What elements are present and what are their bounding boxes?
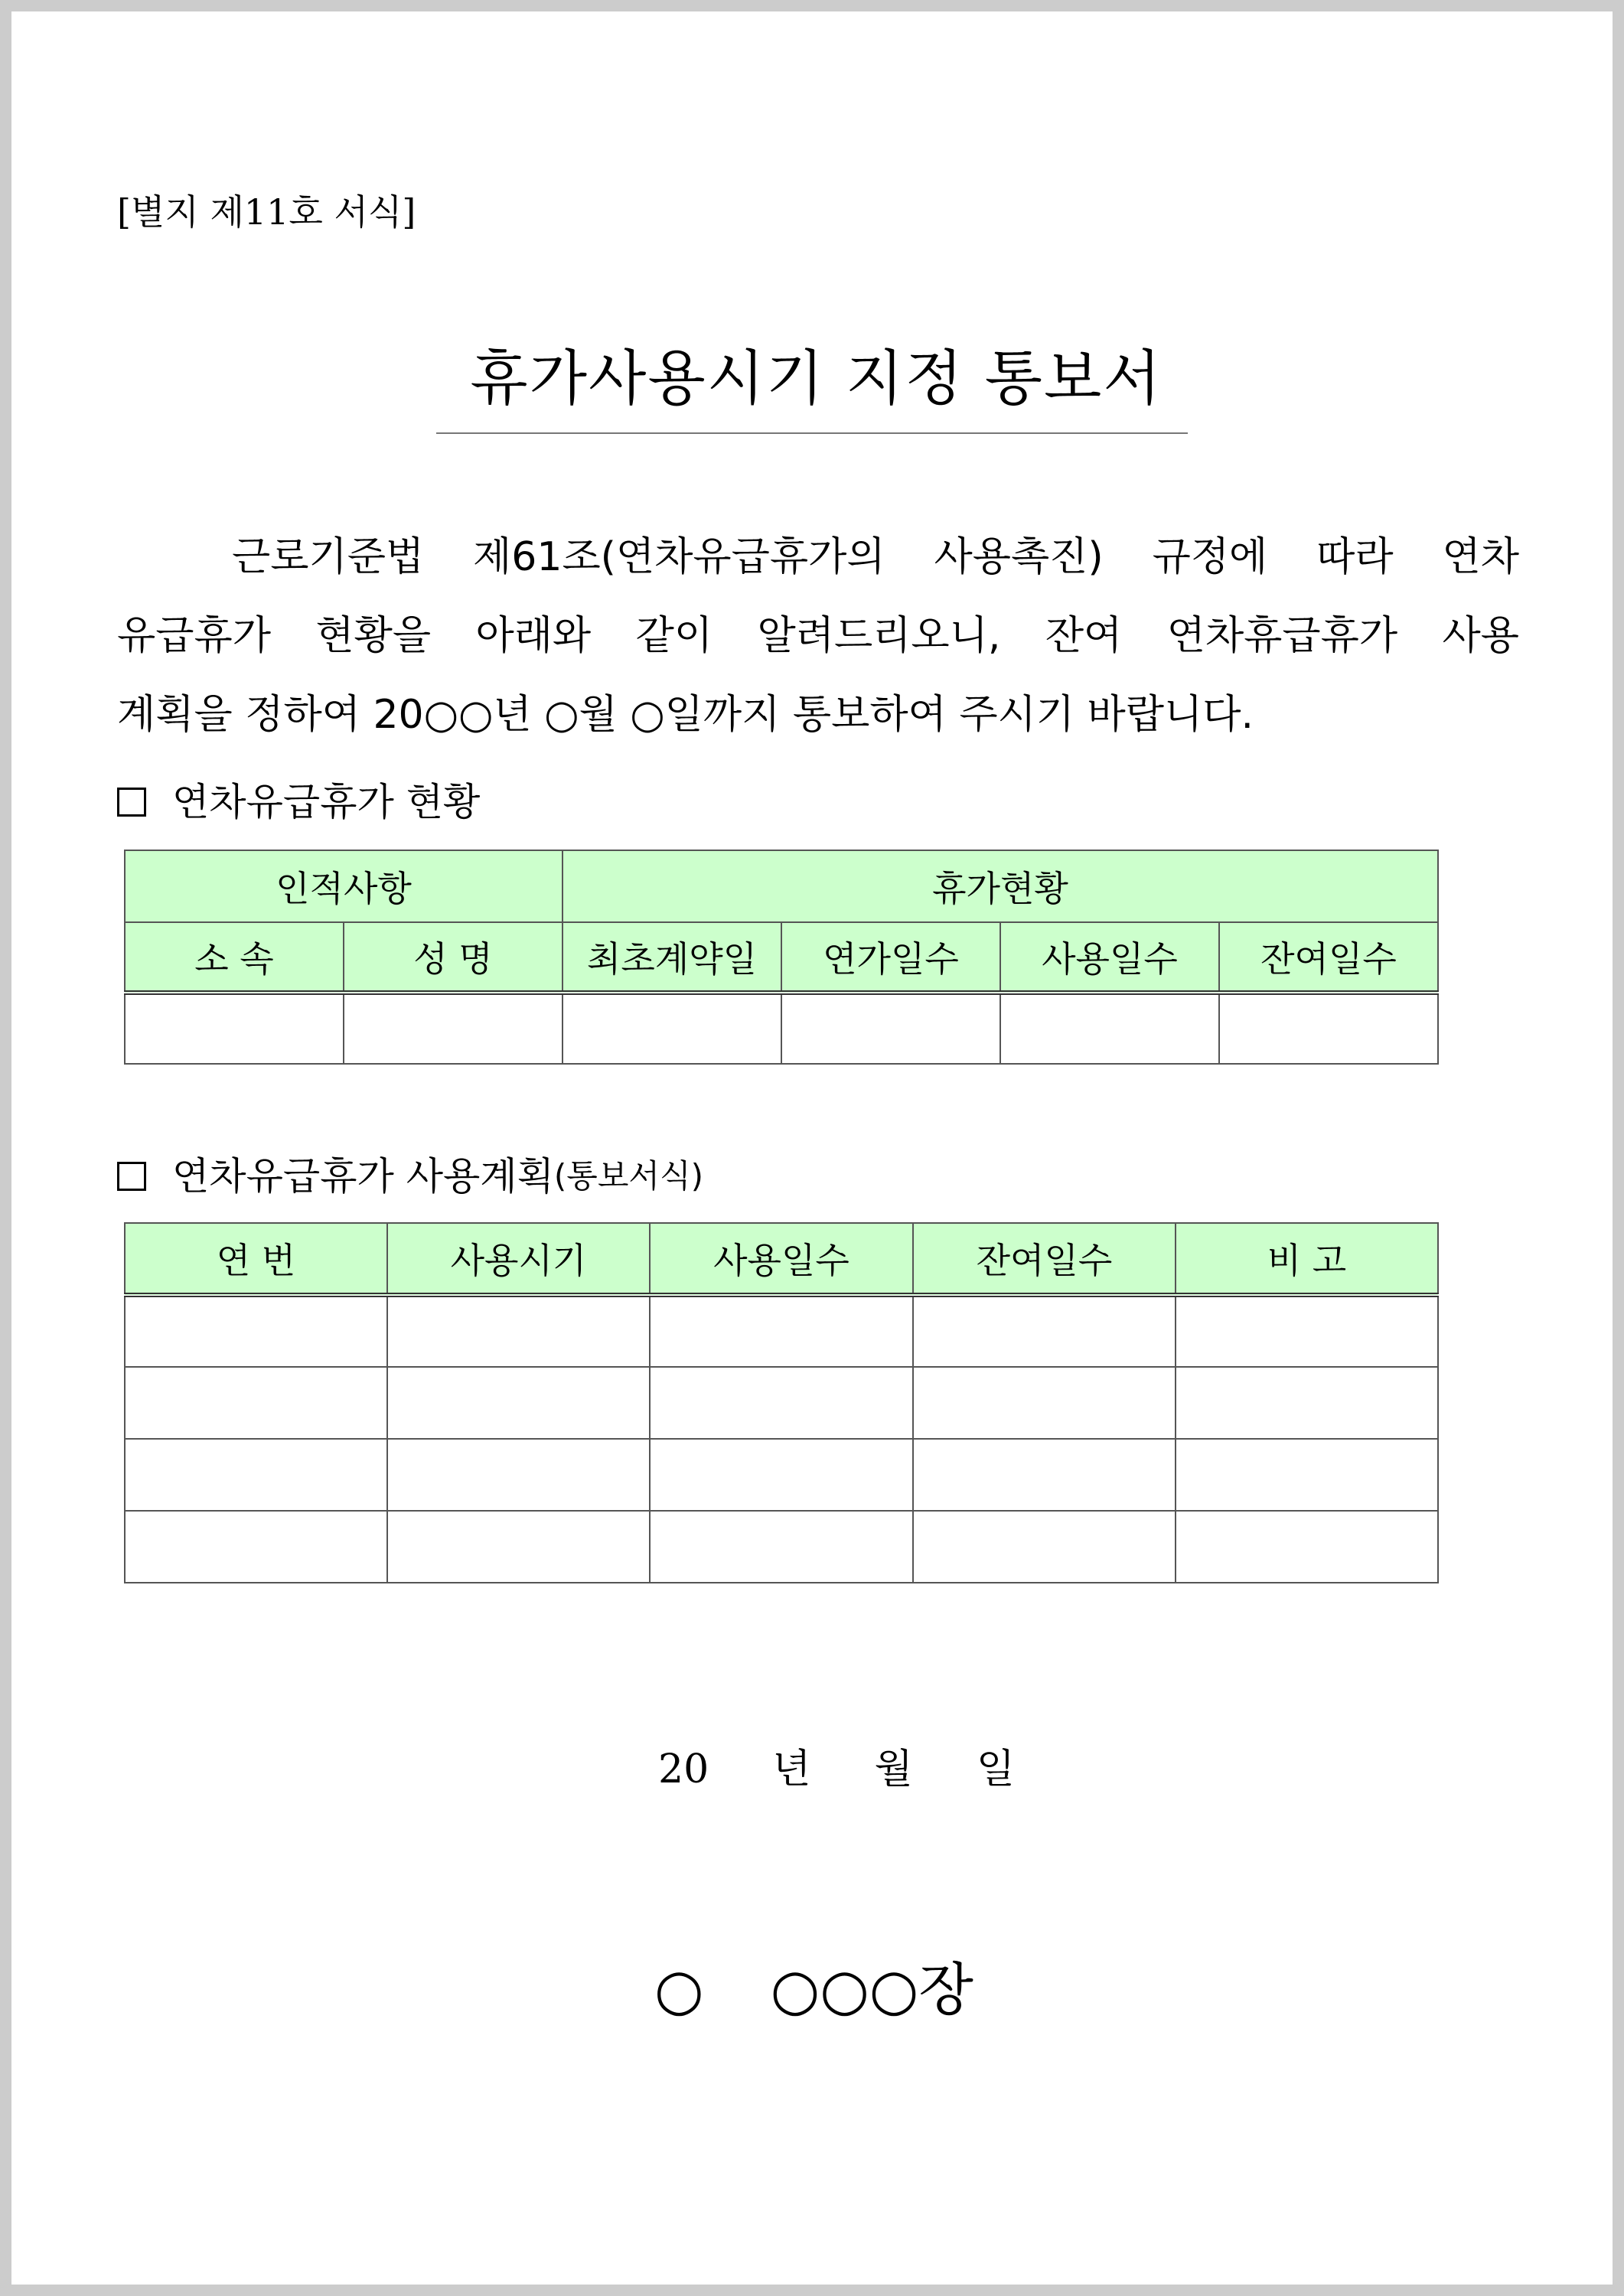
section-heading-usage-plan bbox=[117, 1150, 703, 1203]
leave-status-table bbox=[124, 850, 1439, 1065]
date-day-label: 일 bbox=[976, 1746, 1016, 1792]
body-line-1: 근로기준법 제61조(연차유급휴가의 사용촉진) 규정에 따라 연차 bbox=[232, 534, 1519, 580]
column-header-remarks: 비 고 bbox=[1176, 1223, 1438, 1295]
cell-serial-no[interactable] bbox=[125, 1295, 387, 1367]
date-line bbox=[658, 1743, 1015, 1796]
column-header-first-contract-date: 최초계약일 bbox=[563, 922, 781, 993]
cell-usage-period[interactable] bbox=[387, 1439, 650, 1511]
cell-used-days[interactable] bbox=[1000, 993, 1219, 1064]
cell-used-days[interactable] bbox=[650, 1439, 913, 1511]
table-row bbox=[125, 1367, 1438, 1439]
cell-remaining-days[interactable] bbox=[913, 1367, 1176, 1439]
cell-remarks[interactable] bbox=[1176, 1439, 1438, 1511]
group-header-personal-info: 인적사항 bbox=[125, 850, 563, 922]
column-header-used-days: 사용일수 bbox=[1000, 922, 1219, 993]
cell-used-days[interactable] bbox=[650, 1511, 913, 1583]
body-paragraph bbox=[117, 518, 1519, 755]
cell-used-days[interactable] bbox=[650, 1367, 913, 1439]
date-year-prefix: 20 bbox=[658, 1746, 709, 1792]
table-row bbox=[125, 1295, 1438, 1367]
cell-annual-days[interactable] bbox=[781, 993, 1000, 1064]
table-row bbox=[125, 1511, 1438, 1583]
signature-line bbox=[654, 1952, 973, 2028]
cell-remarks[interactable] bbox=[1176, 1367, 1438, 1439]
column-header-usage-period: 사용시기 bbox=[387, 1223, 650, 1295]
date-month-label: 월 bbox=[874, 1746, 913, 1792]
column-header-remaining-days: 잔여일수 bbox=[1219, 922, 1438, 993]
cell-first-contract-date[interactable] bbox=[563, 993, 781, 1064]
column-header-remaining-days: 잔여일수 bbox=[913, 1223, 1176, 1295]
table-row bbox=[125, 1439, 1438, 1511]
cell-name[interactable] bbox=[344, 993, 563, 1064]
cell-serial-no[interactable] bbox=[125, 1367, 387, 1439]
cell-usage-period[interactable] bbox=[387, 1511, 650, 1583]
section-heading-leave-status bbox=[117, 775, 480, 829]
section-heading-suffix: (통보서식) bbox=[553, 1157, 703, 1195]
cell-remarks[interactable] bbox=[1176, 1511, 1438, 1583]
group-header-leave-status: 휴가현황 bbox=[563, 850, 1438, 922]
cell-remarks[interactable] bbox=[1176, 1295, 1438, 1367]
cell-remaining-days[interactable] bbox=[913, 1295, 1176, 1367]
body-line-3: 계획을 정하여 20○○년 ○월 ○일까지 통보하여 주시기 바랍니다. bbox=[117, 692, 1254, 738]
square-bullet-icon bbox=[117, 1162, 146, 1191]
cell-remaining-days[interactable] bbox=[913, 1439, 1176, 1511]
section-heading-text: 연차유급휴가 현황 bbox=[172, 780, 481, 824]
cell-remaining-days[interactable] bbox=[1219, 993, 1438, 1064]
signature-org-placeholder: ○ bbox=[654, 1957, 704, 2023]
cell-usage-period[interactable] bbox=[387, 1295, 650, 1367]
column-header-serial-no: 연 번 bbox=[125, 1223, 387, 1295]
square-bullet-icon bbox=[117, 788, 146, 817]
column-header-annual-days: 연가일수 bbox=[781, 922, 1000, 993]
column-header-used-days: 사용일수 bbox=[650, 1223, 913, 1295]
cell-department[interactable] bbox=[125, 993, 344, 1064]
column-header-department: 소 속 bbox=[125, 922, 344, 993]
document-page bbox=[11, 11, 1613, 2285]
title-underline bbox=[436, 432, 1188, 434]
signature-name-placeholder: ○○○장 bbox=[770, 1957, 973, 2023]
cell-serial-no[interactable] bbox=[125, 1511, 387, 1583]
form-number-label: [별지 제11호 서식] bbox=[117, 191, 416, 233]
document-title: 휴가사용시기 지정 통보서 bbox=[470, 344, 1163, 413]
cell-remaining-days[interactable] bbox=[913, 1511, 1176, 1583]
table-row bbox=[125, 993, 1438, 1064]
body-line-2: 유급휴가 현황을 아래와 같이 알려드리오니, 잔여 연차휴급휴가 사용 bbox=[117, 613, 1519, 659]
cell-used-days[interactable] bbox=[650, 1295, 913, 1367]
date-year-label: 년 bbox=[772, 1746, 811, 1792]
cell-serial-no[interactable] bbox=[125, 1439, 387, 1511]
section-heading-text: 연차유급휴가 사용계획 bbox=[172, 1154, 554, 1199]
usage-plan-table bbox=[124, 1222, 1439, 1583]
column-header-name: 성 명 bbox=[344, 922, 563, 993]
cell-usage-period[interactable] bbox=[387, 1367, 650, 1439]
